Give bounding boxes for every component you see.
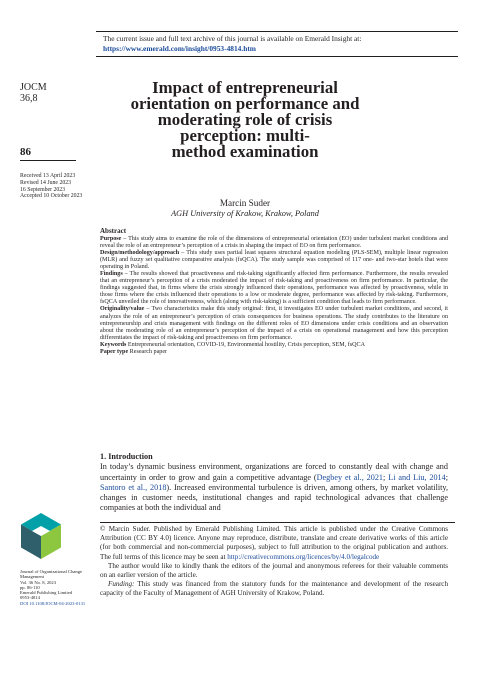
- title-line: moderating role of crisis: [157, 110, 333, 129]
- introduction-section: [100, 452, 448, 514]
- design-label: Design/methodology/approach: [100, 250, 180, 257]
- publication-info: [20, 569, 98, 606]
- abstract-paper-type: [100, 349, 448, 356]
- introduction-heading: 1. Introduction: [100, 452, 153, 461]
- pub-pages: pp. 86-110: [20, 584, 40, 590]
- abstract-design: [100, 250, 448, 271]
- citation-link[interactable]: Li and Liu, 2014: [388, 472, 446, 482]
- page-number: 86: [20, 146, 31, 158]
- journal-abbrev: JOCM: [20, 82, 47, 93]
- design-text: – This study uses partial least squares structural equation modeling (PLS-SEM), multiple linear regression (MLR) and fuzzy set qualitative comparative analysis (fsQCA). The study sample was comprised of 117 one- and two-star hotels that were operating in Poland.: [100, 250, 448, 271]
- purpose-label: Purpose: [100, 236, 122, 242]
- journal-code: [20, 82, 47, 104]
- intro-text-1: In today’s dynamic business environment, organizations are forced to constantly deal with change and uncertainty in order to grow and gain a competitive advantage (: [100, 462, 448, 482]
- abstract-heading: Abstract: [100, 227, 127, 235]
- author-name: Marcin Suder: [219, 198, 271, 208]
- purpose-text: – This study aims to examine the role of the dimensions of entrepreneurial orientation (EO) under turbulent market conditions and reveal the role of an entrepreneur’s perception of a crisis in shaping the impact of EO on firm performance.: [100, 236, 448, 250]
- article-dates: [20, 173, 82, 200]
- header-bottom-rule: [96, 56, 458, 57]
- pub-publisher: Emerald Publishing Limited: [20, 590, 73, 596]
- pub-doi-link[interactable]: DOI 10.1108/JOCM-04-2023-0131: [20, 600, 86, 606]
- article-title: [120, 80, 370, 160]
- abstract: [100, 227, 448, 356]
- author-affiliation: AGH University of Krakow, Krakow, Poland: [171, 209, 319, 218]
- keywords-text: Entrepreneurial orientation, COVID-19, Environmental hostility, Crisis perception, SEM, fsQCA: [126, 341, 365, 348]
- date-accepted: Accepted 10 October 2023: [20, 193, 83, 200]
- funding-label: Funding:: [108, 580, 135, 589]
- paper-type-text: Research paper: [128, 348, 168, 355]
- originality-label: Originality/value: [100, 306, 145, 313]
- title-line: perception: multi-: [180, 126, 310, 145]
- funding-note: [100, 580, 448, 598]
- funding-text: This study was financed from the statutory funds for the maintenance and development of the research capacity of the Faculty of Management of AGH University of Krakow, Poland.: [100, 580, 448, 598]
- pub-volume: Vol. 36 No. 8, 2023: [20, 579, 57, 585]
- emerald-logo-icon: [19, 512, 63, 560]
- citation-link[interactable]: Degbey et al., 2021: [316, 472, 384, 482]
- keywords-label: Keywords: [100, 341, 127, 348]
- abstract-keywords: [100, 342, 448, 349]
- findings-text: – The results showed that proactiveness and risk-taking significantly affected firm performance. Furthermore, the results revealed that an entrepreneur’s perception of a crisis moderated the impact of risk-taking and proactiveness on firm performance. In particular, the findings suggested that, in firms where the crisis strongly influenced their operations, performance was affected by proactiveness, while in those firms where the crisis influenced their operations to a low or moderate degree, performance was affected by risk-taking. Furthermore, fsQCA unveiled the role of innovativeness, which (along with risk-taking) is a sufficient condition that leads to firm performance.: [100, 271, 448, 306]
- paper-type-label: Paper type: [100, 348, 129, 355]
- citation-separator: ;: [383, 472, 389, 482]
- footnote: [100, 525, 448, 599]
- acknowledgement: The author would like to kindly thank the editors of the journal and anonymous referees for their valuable comments on an earlier version of the article.: [100, 561, 448, 580]
- license-link[interactable]: http://creativecommons.org/licences/by/4.0/legalcode: [227, 552, 380, 561]
- citation-link[interactable]: Santoro et al., 2018: [100, 482, 167, 492]
- originality-text: – Two characteristics make this study original: first, it investigates EO under turbulent market conditions, and second, it analyzes the role of an entrepreneur’s perception of crisis consequences for business operations. The study contributes to the literature on entrepreneurship and crisis management with findings on the different roles of EO dimensions under crisis conditions and an observation about the moderating role of an entrepreneur’s perception of the impact of a crisis on operational management and how this perception differentiates the impact of risk-taking and proactiveness on firm performance.: [100, 306, 448, 341]
- findings-label: Findings: [100, 271, 123, 278]
- date-revised: Revised 14 June 2023: [20, 179, 72, 186]
- header-top-rule: [96, 31, 458, 32]
- footnote-rule: [100, 522, 455, 523]
- access-note: [103, 34, 463, 54]
- citation-separator: ;: [445, 472, 449, 482]
- pub-journal-cont: Management: [20, 574, 44, 580]
- pub-journal: Journal of Organizational Change: [20, 569, 83, 574]
- abstract-originality: [100, 306, 448, 341]
- abstract-findings: [100, 271, 448, 306]
- journal-volume: 36,8: [20, 93, 38, 104]
- date-received: Received 13 April 2023: [20, 173, 76, 179]
- abstract-purpose: [100, 236, 448, 250]
- page-number-rule: [20, 160, 76, 161]
- license-text: © Marcin Suder. Published by Emerald Publishing Limited. This article is published under the Creative Commons Attribution (CC BY 4.0) licence. Anyone may reproduce, distribute, translate and create derivative works of this article (for both commercial and non-commercial purposes), subject to full attribution to the original publication and authors. The full terms of this licence may be seen at: [100, 525, 448, 561]
- introduction-paragraph: [100, 462, 448, 513]
- title-line: method examination: [171, 142, 319, 161]
- title-line: orientation on performance and: [130, 94, 360, 113]
- license-note: [100, 525, 448, 562]
- pub-issn: 0953-4814: [20, 595, 40, 601]
- date-revised-2: 16 September 2023: [20, 186, 66, 193]
- journal-url-link[interactable]: https://www.emerald.com/insight/0953-4814.htm: [103, 44, 256, 53]
- intro-text-2: ). Increased environmental turbulence is driven, among others, by market volatility, changes in customer needs, institutional changes and rapid technological advances that challenge companies at both the individual and: [100, 482, 448, 513]
- access-note-text: The current issue and full text archive of this journal is available on Emerald Insight at:: [103, 34, 362, 43]
- title-line: Impact of entrepreneurial: [152, 78, 338, 97]
